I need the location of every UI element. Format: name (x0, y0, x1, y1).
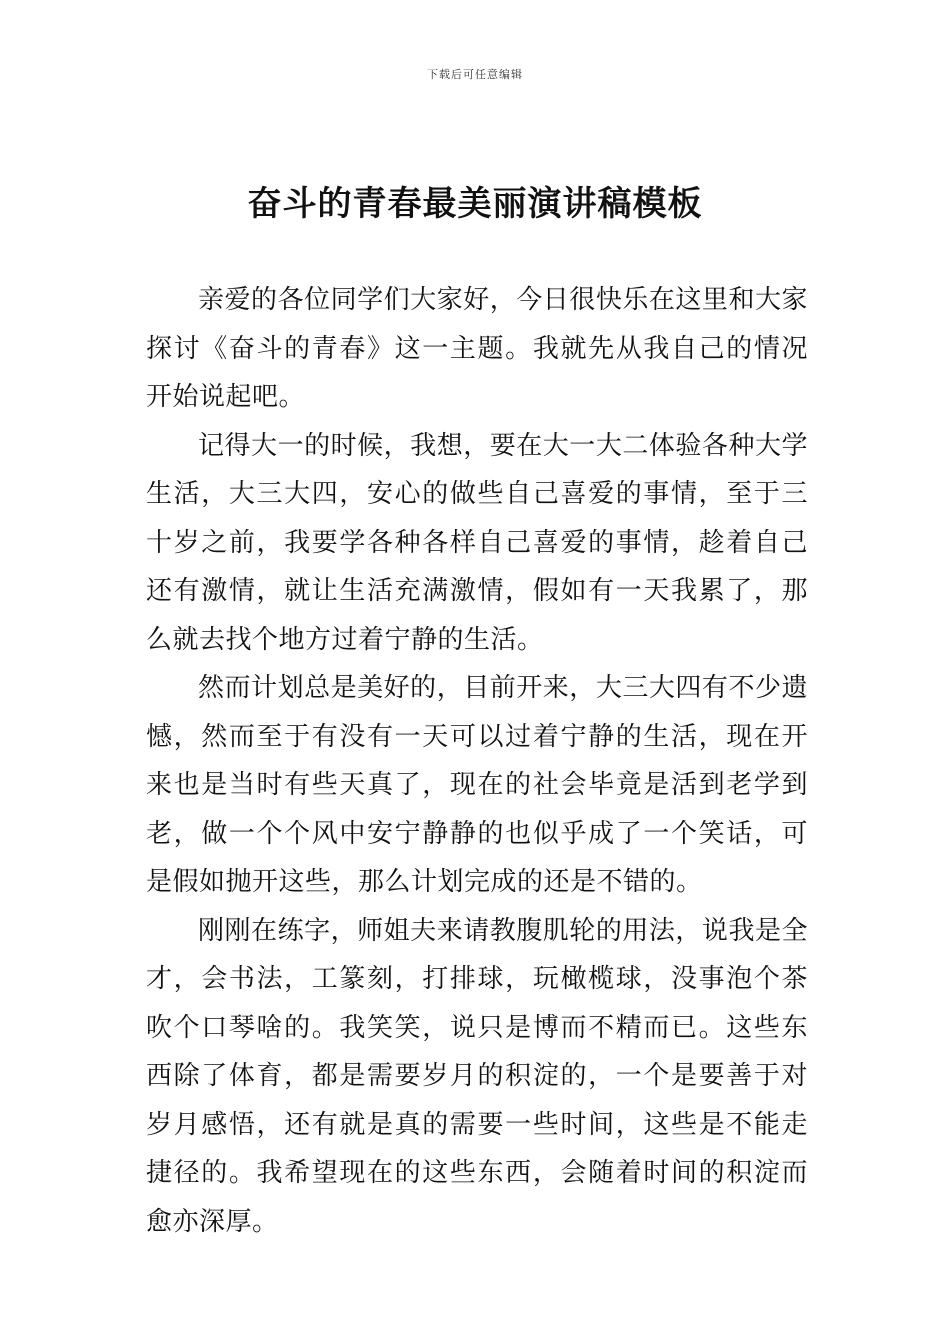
paragraph: 记得大一的时候，我想，要在大一大二体验各种大学生活，大三大四，安心的做些自己喜爱的事情，至于三十岁之前，我要学各种各样自己喜爱的事情，趁着自己还有激情，就让生活充满激情，假如有一天我累了，那么就去找个地方过着宁静的生活。 (146, 430, 808, 655)
document-title: 奋斗的青春最美丽演讲稿模板 (247, 184, 703, 224)
document-body (146, 276, 808, 1246)
header-note: 下载后可任意编辑 (427, 68, 523, 81)
paragraph: 然而计划总是美好的，目前开来，大三大四有不少遗憾，然而至于有没有一天可以过着宁静的生活，现在开来也是当时有些天真了，现在的社会毕竟是活到老学到老，做一个个风中安宁静静的也似乎成了一个笑话，可是假如抛开这些，那么计划完成的还是不错的。 (146, 673, 808, 897)
paragraph: 刚刚在练字，师姐夫来请教腹肌轮的用法，说我是全才，会书法，工篆刻，打排球，玩橄榄球，没事泡个茶吹个口琴啥的。我笑笑，说只是博而不精而已。这些东西除了体育，都是需要岁月的积淀的，一个是要善于对岁月感悟，还有就是真的需要一些时间，这些是不能走捷径的。我希望现在的这些东西，会随着时间的积淀而愈亦深厚。 (146, 915, 808, 1237)
paragraph: 亲爱的各位同学们大家好，今日很快乐在这里和大家探讨《奋斗的青春》这一主题。我就先从我自己的情况开始说起吧。 (146, 285, 808, 412)
